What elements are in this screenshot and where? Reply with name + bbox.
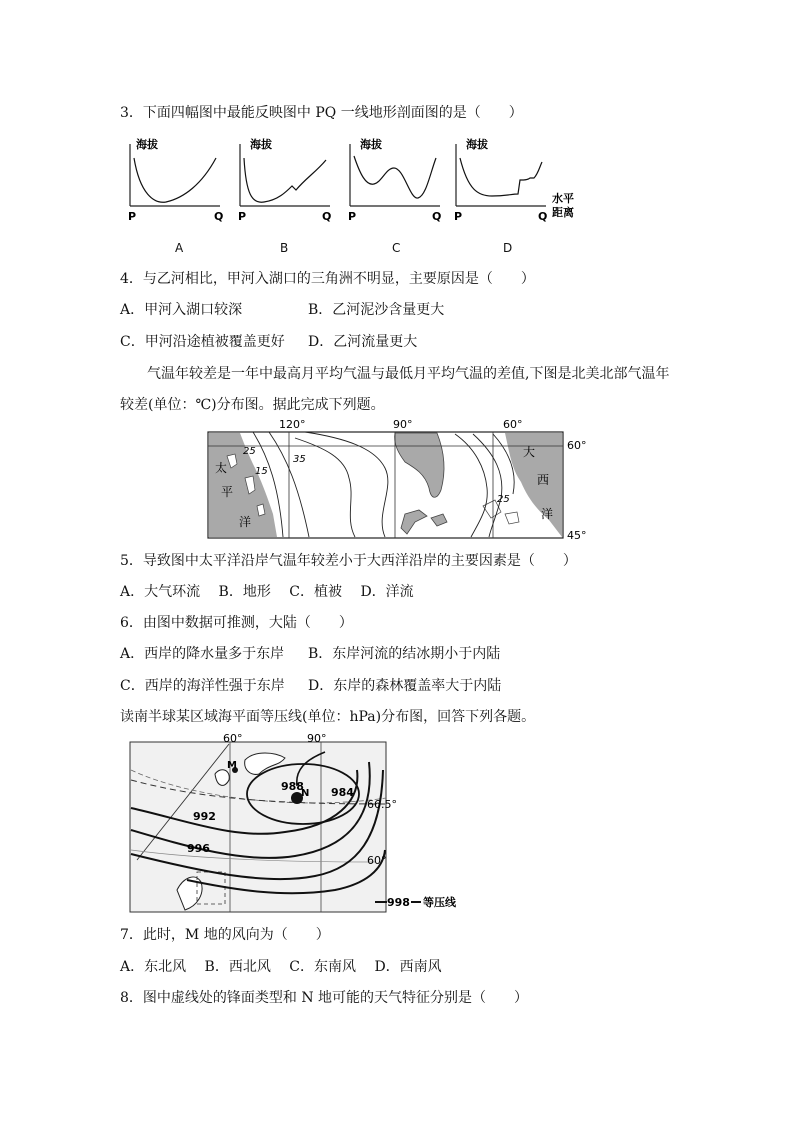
profile-c-p: P bbox=[348, 210, 357, 223]
q4-option-a: A．甲河入湖口较深 bbox=[120, 302, 243, 318]
q4-stem: 4．与乙河相比，甲河入湖口的三角洲不明显，主要原因是（ ） bbox=[120, 271, 535, 287]
profile-b-p: P bbox=[238, 210, 247, 223]
profile-a-p: P bbox=[128, 210, 137, 223]
profile-d-q: Q bbox=[538, 210, 548, 223]
map1-pacific-2: 平 bbox=[221, 485, 234, 499]
profile-d-xlabel-2: 距离 bbox=[552, 206, 574, 219]
profile-b-ylabel: 海拔 bbox=[250, 138, 272, 151]
profile-a-q: Q bbox=[214, 210, 224, 223]
q6-option-a: A．西岸的降水量多于东岸 bbox=[120, 646, 285, 662]
profile-chart-b bbox=[238, 137, 331, 223]
intro1-line1: 气温年较差是一年中最高月平均气温与最低月平均气温的差值,下图是北美北部气温年 bbox=[147, 366, 670, 382]
profile-chart-c bbox=[348, 137, 441, 223]
option-label-c: C bbox=[392, 241, 401, 255]
map1-atlantic-3: 洋 bbox=[541, 507, 554, 521]
q3-profile-charts bbox=[120, 134, 590, 230]
q7-stem: 7．此时，M 地的风向为（ ） bbox=[120, 927, 330, 943]
q5-options: A．大气环流 B．地形 C．植被 D．洋流 bbox=[120, 584, 414, 600]
map2-point-n: N bbox=[301, 788, 310, 799]
q4-option-c: C．甲河沿途植被覆盖更好 bbox=[120, 334, 285, 350]
q5-stem: 5．导致图中太平洋沿岸气温年较差小于大西洋沿岸的主要因素是（ ） bbox=[120, 553, 577, 569]
map2-legend-value: 998 bbox=[387, 896, 410, 909]
temperature-range-map bbox=[205, 418, 595, 543]
map1-atlantic-1: 大 bbox=[523, 445, 536, 459]
q6-option-b: B．东岸河流的结冰期小于内陆 bbox=[308, 646, 501, 662]
map1-iso-25b: 25 bbox=[497, 494, 510, 505]
map1-lon-120: 120° bbox=[279, 418, 306, 431]
profile-a-ylabel: 海拔 bbox=[136, 138, 158, 151]
map2-lon-90: 90° bbox=[307, 732, 327, 745]
intro1-line2: 较差(单位：℃)分布图。据此完成下列题。 bbox=[120, 397, 385, 413]
q4-option-b: B．乙河泥沙含量更大 bbox=[308, 302, 445, 318]
map2-legend-text: 等压线 bbox=[423, 896, 456, 909]
map1-iso-15: 15 bbox=[255, 466, 268, 477]
map1-lon-90: 90° bbox=[393, 418, 413, 431]
map1-pacific-1: 太 bbox=[215, 461, 228, 475]
map1-pacific-3: 洋 bbox=[239, 515, 252, 529]
profile-c-q: Q bbox=[432, 210, 442, 223]
map1-lat-45: 45° bbox=[567, 529, 587, 542]
map2-lon-60: 60° bbox=[223, 732, 243, 745]
map1-lon-60: 60° bbox=[503, 418, 523, 431]
q4-option-d: D．乙河流量更大 bbox=[308, 334, 418, 350]
option-label-a: A bbox=[175, 241, 184, 255]
map2-lat-665: 66.5° bbox=[367, 798, 397, 811]
profile-chart-d bbox=[454, 137, 574, 223]
map2-isobar-996: 996 bbox=[187, 842, 210, 855]
profile-c-ylabel: 海拔 bbox=[360, 138, 382, 151]
map2-point-m: M bbox=[227, 760, 237, 771]
q6-option-d: D．东岸的森林覆盖率大于内陆 bbox=[308, 678, 502, 694]
isobar-map bbox=[125, 730, 470, 915]
q7-options: A．东北风 B．西北风 C．东南风 D．西南风 bbox=[120, 959, 442, 975]
q8-stem: 8．图中虚线处的锋面类型和 N 地可能的天气特征分别是（ ） bbox=[120, 990, 529, 1006]
map2-isobar-992: 992 bbox=[193, 810, 216, 823]
map2-isobar-984: 984 bbox=[331, 786, 354, 799]
profile-d-xlabel-1: 水平 bbox=[552, 192, 574, 205]
q3-stem: 3．下面四幅图中最能反映图中 PQ 一线地形剖面图的是（ ） bbox=[120, 105, 523, 121]
map1-atlantic-2: 西 bbox=[537, 473, 550, 487]
map1-iso-25a: 25 bbox=[243, 446, 256, 457]
intro2: 读南半球某区域海平面等压线(单位：hPa)分布图，回答下列各题。 bbox=[120, 709, 536, 725]
profile-d-p: P bbox=[454, 210, 463, 223]
profile-d-ylabel: 海拔 bbox=[466, 138, 488, 151]
map2-lat-60: 60° bbox=[367, 854, 387, 867]
map2-isobar-988: 988 bbox=[281, 780, 304, 793]
option-label-b: B bbox=[280, 241, 289, 255]
map1-iso-35: 35 bbox=[293, 454, 306, 465]
q6-option-c: C．西岸的海洋性强于东岸 bbox=[120, 678, 285, 694]
q6-stem: 6．由图中数据可推测，大陆（ ） bbox=[120, 615, 353, 631]
option-label-d: D bbox=[503, 241, 513, 255]
map1-lat-60: 60° bbox=[567, 439, 587, 452]
profile-b-q: Q bbox=[322, 210, 332, 223]
profile-chart-a bbox=[128, 137, 223, 223]
